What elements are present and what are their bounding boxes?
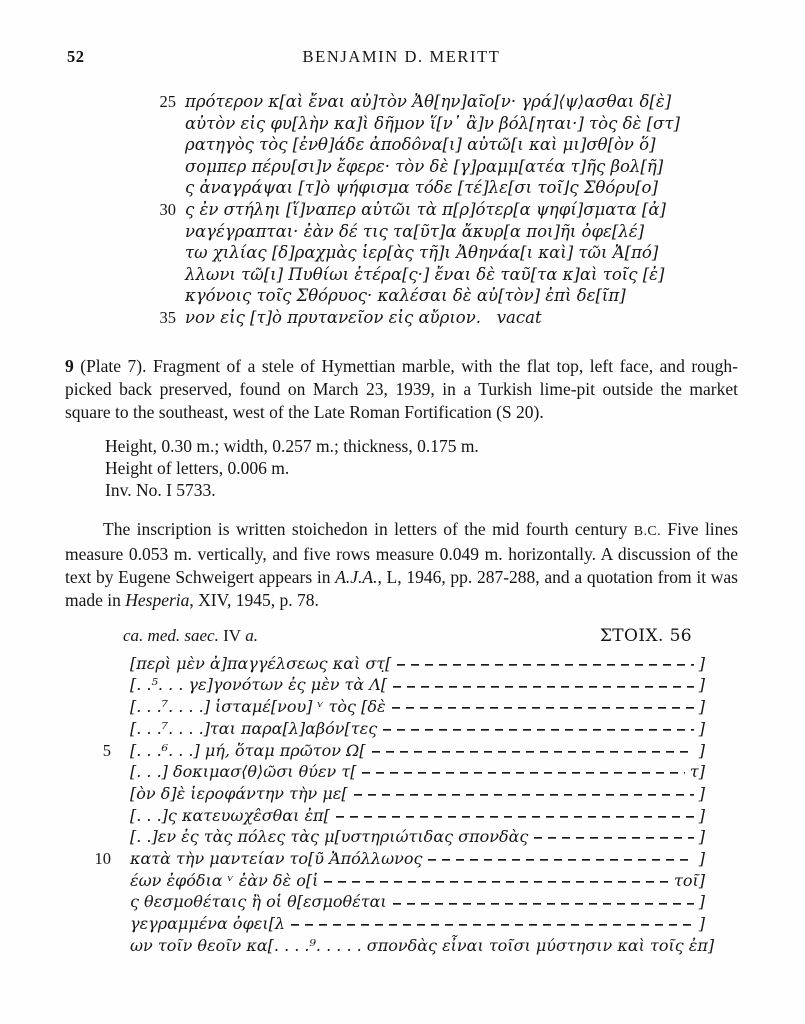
lacuna-dash-fill bbox=[393, 674, 694, 696]
quote-line-text: λλωνι τῶ[ι] Πυθίωι ἑτέρα[ς·] ἔναι δὲ ταῦ[τα κ]αὶ τοῖς [ἐ] bbox=[185, 264, 665, 284]
greek-decree-quote bbox=[65, 91, 738, 329]
page-number: 52 bbox=[67, 47, 85, 66]
inscription-line bbox=[85, 805, 705, 827]
inscription-line-number bbox=[85, 805, 111, 827]
commentary-paragraph bbox=[65, 518, 738, 612]
measurement-line: Height of letters, 0.006 m. bbox=[105, 457, 290, 478]
inscription-line-end: ] bbox=[698, 805, 705, 825]
commentary-seg4: , XIV, 1945, p. 78. bbox=[189, 589, 319, 610]
lacuna-dash-fill bbox=[534, 826, 693, 848]
quote-line-number: 30 bbox=[159, 199, 176, 219]
quote-line bbox=[65, 264, 738, 286]
quote-line bbox=[65, 242, 738, 264]
item-number: 9 bbox=[65, 355, 74, 376]
quote-line bbox=[65, 91, 738, 113]
quote-line-number bbox=[65, 242, 176, 264]
inscription-line-number bbox=[85, 653, 111, 675]
inscription-line-number bbox=[85, 674, 111, 696]
inscription-line bbox=[85, 674, 705, 696]
inscription-line-text: [. . .⁶. . .] μή, ὅταμ πρῶτον Ω[ bbox=[130, 740, 366, 760]
quote-line-number bbox=[65, 177, 176, 199]
quote-line bbox=[65, 307, 738, 329]
quote-line bbox=[65, 221, 738, 243]
inscription-line-end: τοῖ] bbox=[674, 870, 705, 890]
inscription-line-number bbox=[85, 935, 111, 957]
lacuna-dash-fill bbox=[336, 805, 694, 827]
lacuna-dash-fill bbox=[392, 696, 694, 718]
inscription-line-end: ] bbox=[698, 783, 705, 803]
stoichedon-label: ΣΤΟΙΧ. 56 bbox=[599, 625, 692, 646]
inscription-transcription bbox=[85, 653, 738, 957]
date-attribution bbox=[123, 626, 258, 648]
inscription-line-end: ] bbox=[698, 914, 705, 933]
inscription-line-end: ] bbox=[698, 892, 705, 912]
lacuna-dash-fill bbox=[428, 848, 693, 870]
commentary-seg3: , L, 1946, pp. 287-288, and a quotation from it was made in bbox=[65, 566, 738, 610]
date-roman-numeral: IV bbox=[223, 625, 242, 645]
lacuna-dash-fill bbox=[291, 913, 694, 935]
inscription-line bbox=[85, 761, 705, 783]
inscription-line-end: τ] bbox=[689, 762, 705, 782]
lacuna-dash-fill bbox=[362, 761, 684, 783]
inscription-line-end: ] bbox=[698, 848, 705, 868]
quote-line bbox=[65, 199, 738, 221]
inscription-line-text: [. . .⁷. . . .]ται παρα[λ]αβόν[τες bbox=[130, 718, 378, 738]
inscription-line-number bbox=[85, 696, 111, 718]
quote-line-text: τω χιλίας [δ]ραχμὰς ἱερ[ὰς τῆ]ι Ἀθηνάα[ι καὶ] τῶι Ἀ[πό] bbox=[185, 243, 659, 263]
measurement-line: Height, 0.30 m.; width, 0.257 m.; thickness, 0.175 m. bbox=[105, 435, 479, 456]
inscription-line-text: έων ἐφόδια ᵛ ἐὰν δὲ ο[ἱ bbox=[130, 870, 319, 890]
quote-line-text: ς ἐν στήληι [ἵ]ναπερ αὐτῶι τὰ π[ρ]ότερ[α ψηφί]σματα [ἀ] bbox=[185, 199, 666, 219]
inscription-line-number bbox=[85, 761, 111, 783]
date-latin-post: a. bbox=[241, 625, 259, 645]
lacuna-dash-fill bbox=[354, 783, 694, 805]
inscription-line-number: 10 bbox=[94, 848, 111, 868]
inscription-line-end: ] bbox=[698, 718, 705, 738]
lacuna-dash-fill bbox=[397, 653, 693, 675]
commentary-seg2: Five lines measure 0.053 m. vertically, and five rows measure 0.049 m. horizontally. A discussion of the text by Eugene Schweigert appears in bbox=[65, 518, 738, 587]
date-latin-pre: ca. med. saec. bbox=[123, 625, 224, 645]
inscription-line-text: [. . .⁷. . . .] ἱσταμέ[νου] ᵛ τὸς [δὲ bbox=[130, 697, 386, 717]
lacuna-dash-fill bbox=[372, 740, 694, 762]
inscription-line-number: 5 bbox=[102, 740, 111, 760]
journal-title-hesperia: Hesperia bbox=[125, 589, 190, 610]
date-stoichedon-line bbox=[65, 626, 738, 648]
inscription-line bbox=[85, 891, 705, 913]
inscription-line bbox=[85, 848, 705, 870]
quote-line-text: ναγέγραπται· ἐὰν δέ τις τα[ῦτ]α ἄκυρ[α ποι]ῆι ὀφε[λέ] bbox=[185, 221, 645, 241]
inscription-line bbox=[85, 783, 705, 805]
quote-line-text: ς ἀναγράψαι [τ]ὸ ψήφισμα τόδε [τέ]λε[σι τοῖ⌋ς Σθόρυ[ο] bbox=[185, 178, 658, 198]
quote-line bbox=[65, 134, 738, 156]
inscription-line-number bbox=[85, 718, 111, 740]
page-header bbox=[65, 47, 738, 69]
inscription-line-text: [ὸν δ]ὲ ἱεροφάντην τὴν με[ bbox=[130, 783, 348, 803]
quote-line-number: 25 bbox=[159, 92, 176, 111]
inscription-line-text: [. . .]ς κατευωχε̂σθαι ἐπ[ bbox=[130, 805, 330, 825]
quote-line-number bbox=[65, 221, 176, 243]
quote-line-number bbox=[65, 285, 176, 307]
commentary-seg1: The inscription is written stoichedon in letters of the mid fourth century bbox=[103, 518, 634, 539]
quote-line-text: νον εἰς [τ]ὸ πρυτανεῖον εἰς αὔριον. vacat bbox=[185, 307, 542, 327]
inscription-line bbox=[85, 740, 705, 762]
inscription-line-text: γεγραμμένα ὀφει[λ bbox=[130, 914, 285, 933]
inscription-line-end: ] bbox=[698, 697, 705, 717]
inscription-line-text: [περὶ μὲν ἀ]παγγέλσεως καὶ στ̣[ bbox=[130, 653, 392, 673]
inscription-line-number bbox=[85, 891, 111, 913]
quote-line-number bbox=[65, 113, 176, 135]
quote-line bbox=[65, 285, 738, 307]
lacuna-dash-fill bbox=[383, 718, 694, 740]
item-description-paragraph bbox=[65, 355, 738, 424]
quote-line-number bbox=[65, 264, 176, 286]
running-head: BENJAMIN D. MERITT bbox=[302, 47, 501, 66]
lacuna-dash-fill bbox=[393, 891, 694, 913]
quote-line-text: κγόνοις τοῖς Σθόρυος· καλέσαι δὲ αὐ[τὸν] ἐπὶ δε[ῖπ] bbox=[185, 286, 626, 306]
quote-line bbox=[65, 156, 738, 178]
quote-line-number bbox=[65, 134, 176, 156]
inscription-line-text: ς θεσμοθέταις ἢ οἱ θ[εσμοθέται bbox=[130, 892, 387, 912]
measurements-block bbox=[105, 435, 738, 502]
quote-line-number: 35 bbox=[159, 307, 176, 327]
inscription-line bbox=[85, 696, 705, 718]
inscription-line-number bbox=[85, 826, 111, 848]
quote-line-text: πρότερον κ[αὶ ἔναι αὐ]τὸν Ἀθ[ην]αῖο[ν· γρά]⟨ψ⟩ασθαι δ[ὲ] bbox=[185, 92, 672, 111]
era-abbreviation: B.C. bbox=[633, 523, 662, 539]
quote-line-text: σομπερ πέρυ[σι]ν ἔφερε· τὸν δὲ [γ]ραμμ[ατέα τ]ῆς βολ[ῆ] bbox=[185, 156, 664, 176]
inscription-line bbox=[85, 870, 705, 892]
inscription-line-text: κατὰ τὴν μαντείαν το[ῦ Ἀπόλλωνος bbox=[130, 848, 423, 868]
inscription-line bbox=[85, 826, 705, 848]
quote-line-number bbox=[65, 156, 176, 178]
inscription-line-text: [. .]εν ἐς τὰς πόλες τὰς μ[υστηριώτιδας σπονδὰς bbox=[130, 827, 529, 847]
inscription-line-number bbox=[85, 783, 111, 805]
inscription-line-end: ] bbox=[698, 653, 705, 673]
inscription-line-end: ] bbox=[698, 827, 705, 847]
inscription-line-number bbox=[85, 913, 111, 935]
inscription-line-text: [. .⁵. . . γε]γονότων ἐς μὲν τὰ Λ[ bbox=[130, 675, 388, 695]
inscription-line bbox=[85, 653, 705, 675]
inscription-line-end: ] bbox=[698, 675, 705, 695]
page-content bbox=[65, 0, 738, 956]
quote-line-text: αὐτὸν εἰς φυ[λὴν κα]ὶ δῆμον ἵ[ν᾽ ἂ]ν βόλ[ηται·] τὸς δὲ [στ] bbox=[185, 113, 680, 133]
quote-line-text: ρατηγὸς τὸς [ἐνθ]άδε ἀποδο̂να[ι] αὐτῶ[ι καὶ μι]σθ[ὸν ὅ] bbox=[185, 135, 656, 155]
inscription-line-text: ων τοῖν θεοῖν κα[. . . .⁹. . . . . σπονδὰς εἶναι τοῖσι μύστησιν καὶ τοῖς ἐπ] bbox=[130, 935, 715, 955]
inscription-line-number bbox=[85, 870, 111, 892]
item-description-text: (Plate 7). Fragment of a stele of Hymettian marble, with the flat top, left face, and rough-picked back preserved, found on March 23, 1939, in a Turkish lime-pit outside the market square to the southeast, west of the Late Roman Fortification (S 20). bbox=[65, 355, 738, 422]
measurement-line: Inv. No. I 5733. bbox=[105, 480, 216, 501]
inscription-line bbox=[85, 718, 705, 740]
inscription-line bbox=[85, 913, 705, 935]
quote-line bbox=[65, 177, 738, 199]
inscription-line-text: [. . .] δοκιμασ⟨θ⟩ῶσι θύεν τ[ bbox=[130, 762, 357, 782]
inscription-line bbox=[85, 935, 715, 957]
lacuna-dash-fill bbox=[324, 870, 669, 892]
quote-line bbox=[65, 113, 738, 135]
journal-title-aja: A.J.A. bbox=[335, 566, 378, 587]
inscription-line-end: ] bbox=[698, 740, 705, 760]
